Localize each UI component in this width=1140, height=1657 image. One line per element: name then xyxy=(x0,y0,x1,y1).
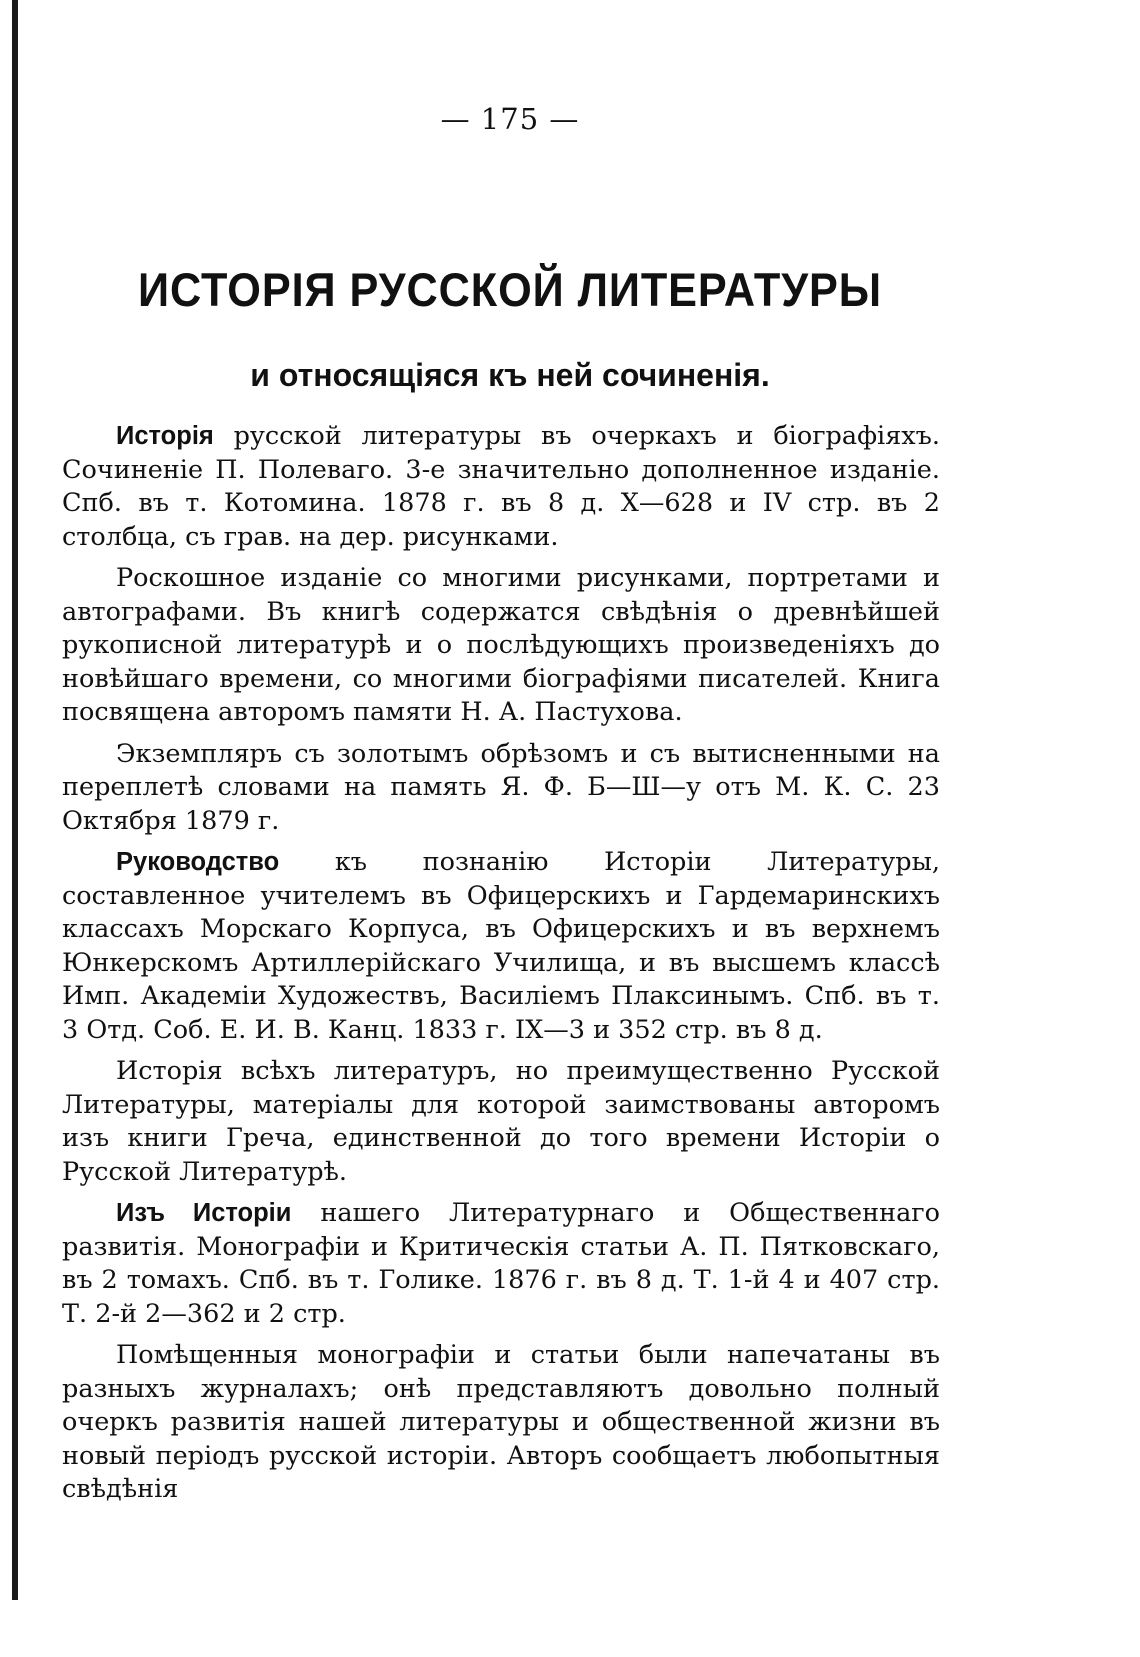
entry-lead: Исторія xyxy=(116,422,214,450)
page-number: — 175 — xyxy=(440,102,580,136)
entry-text: къ познанію Исторіи Литературы, составленное учителемъ въ Офицерскихъ и Гардемаринскихъ классахъ Морскаго Корпуса, въ Офицерскихъ и въ верхнемъ Юнкерскомъ Артиллерійскаго Училища, и въ высшемъ классѣ Имп. Академіи Художествъ, Василіемъ Плаксинымъ. Спб. въ т. 3 Отд. Соб. Е. И. В. Канц. 1833 г. IX—3 и 352 стр. въ 8 д. xyxy=(62,847,940,1045)
entry-pyatkovsky xyxy=(62,1197,940,1331)
page-title: ИСТОРІЯ РУССКОЙ ЛИТЕРАТУРЫ xyxy=(137,263,883,316)
entry-lead: Изъ Исторіи xyxy=(116,1199,292,1227)
entry-text: русской литературы въ очеркахъ и біографіяхъ. Сочиненіе П. Полеваго. 3-е значительно дополненное изданіе. Спб. въ т. Котомина. 1878 г. въ 8 д. X—628 и IV стр. въ 2 столбца, съ грав. на дер. рисунками. xyxy=(62,421,940,552)
note-paragraph: Экземпляръ съ золотымъ обрѣзомъ и съ вытисненными на переплетѣ словами на память Я. Ф. Б—Ш—у отъ М. К. С. 23 Октября 1879 г. xyxy=(62,738,940,836)
body-text xyxy=(62,420,940,1515)
entry-lead: Руководство xyxy=(116,848,280,876)
note-paragraph: Помѣщенныя монографіи и статьи были напечатаны въ разныхъ журналахъ; онѣ представляютъ довольно полный очеркъ развитія нашей литературы и общественной жизни въ новый періодъ русской исторіи. Авторъ сообщаетъ любопытныя свѣдѣнія xyxy=(62,1340,940,1504)
entry-plaksin xyxy=(62,846,940,1047)
note-paragraph: Исторія всѣхъ литературъ, но преимущественно Русской Литературы, матеріалы для которой заимствованы авторомъ изъ книги Греча, единственной до того времени Исторіи о Русской Литературѣ. xyxy=(62,1056,940,1187)
page-binding-edge xyxy=(12,0,18,1600)
note-paragraph: Роскошное изданіе со многими рисунками, портретами и автографами. Въ книгѣ содержатся свѣдѣнія о древнѣйшей рукописной литературѣ и о послѣдующихъ произведеніяхъ до новѣйшаго времени, со многими біографіями писателей. Книга посвящена авторомъ памяти Н. А. Пастухова. xyxy=(62,563,940,727)
page-subtitle: и относящіяся къ ней сочиненія. xyxy=(250,357,770,393)
entry-text: нашего Литературнаго и Общественнаго развитія. Монографіи и Критическія статьи А. П. Пятковскаго, въ 2 томахъ. Спб. въ т. Голике. 1876 г. въ 8 д. Т. 1-й 4 и 407 стр. Т. 2-й 2—362 и 2 стр. xyxy=(62,1198,940,1329)
entry-polevoy xyxy=(62,420,940,554)
